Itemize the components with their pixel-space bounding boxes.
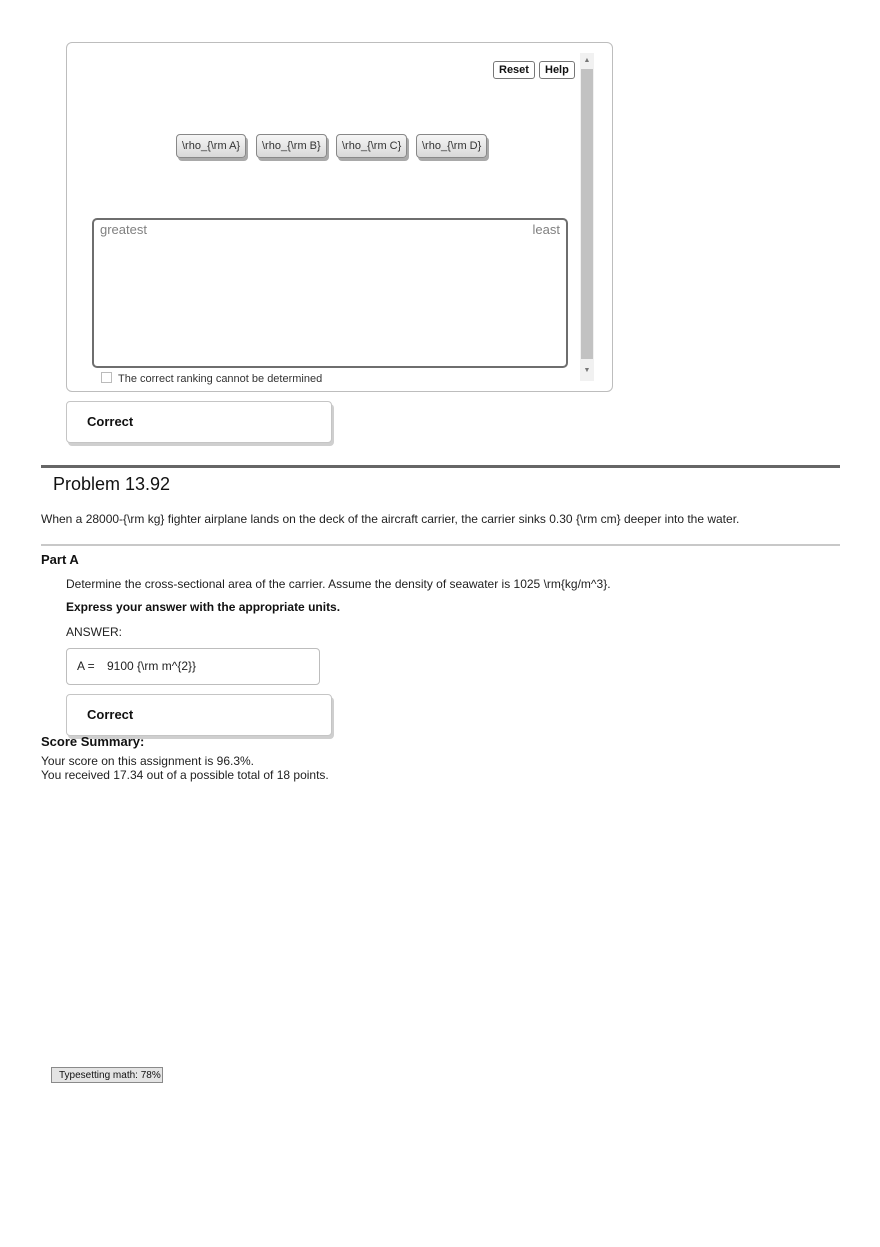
cannot-determine-checkbox[interactable]	[101, 372, 112, 383]
part-a-question: Determine the cross-sectional area of the carrier. Assume the density of seawater is 1025 \rm{kg/m^3}.	[66, 577, 611, 591]
help-button[interactable]: Help	[539, 61, 575, 79]
reset-button[interactable]: Reset	[493, 61, 535, 79]
part-a-instruction: Express your answer with the appropriate units.	[66, 600, 341, 614]
rank-tile-a[interactable]: \rho_{\rm A}	[176, 134, 246, 158]
cannot-determine-label: The correct ranking cannot be determined	[118, 373, 323, 385]
answer-label: ANSWER:	[66, 625, 123, 639]
score-summary-heading: Score Summary:	[41, 734, 145, 749]
rank-tile-c[interactable]: \rho_{\rm C}	[336, 134, 407, 158]
section-divider	[41, 465, 840, 468]
score-percent-text: Your score on this assignment is 96.3%.	[41, 754, 255, 768]
problem-statement: When a 28000-{\rm kg} fighter airplane lands on the deck of the aircraft carrier, the carrier sinks 0.30 {\rm cm} deeper into the water.	[41, 512, 740, 526]
feedback-correct-ranking	[66, 401, 332, 443]
feedback-text: Correct	[87, 414, 134, 429]
answer-variable: A =	[77, 659, 95, 673]
scroll-up-icon[interactable]: ▲	[583, 57, 591, 64]
scrollbar-thumb[interactable]	[581, 69, 593, 359]
feedback-text: Correct	[87, 707, 134, 722]
rank-tile-b[interactable]: \rho_{\rm B}	[256, 134, 327, 158]
greatest-label: greatest	[100, 222, 147, 237]
part-divider	[41, 544, 840, 546]
scroll-down-icon[interactable]: ▼	[583, 367, 591, 374]
feedback-correct-part-a	[66, 694, 332, 736]
problem-title: Problem 13.92	[53, 474, 171, 494]
ranking-drop-zone[interactable]	[92, 218, 568, 368]
cannot-determine-option[interactable]	[101, 372, 322, 385]
ranking-widget	[66, 42, 613, 392]
typesetting-status: Typesetting math: 78%	[51, 1067, 163, 1083]
least-label: least	[532, 222, 560, 237]
part-a-label: Part A	[41, 552, 79, 567]
score-points-text: You received 17.34 out of a possible total of 18 points.	[41, 768, 329, 782]
answer-value: 9100 {\rm m^{2}}	[107, 659, 197, 673]
answer-box	[66, 648, 320, 685]
rank-tile-d[interactable]: \rho_{\rm D}	[416, 134, 487, 158]
